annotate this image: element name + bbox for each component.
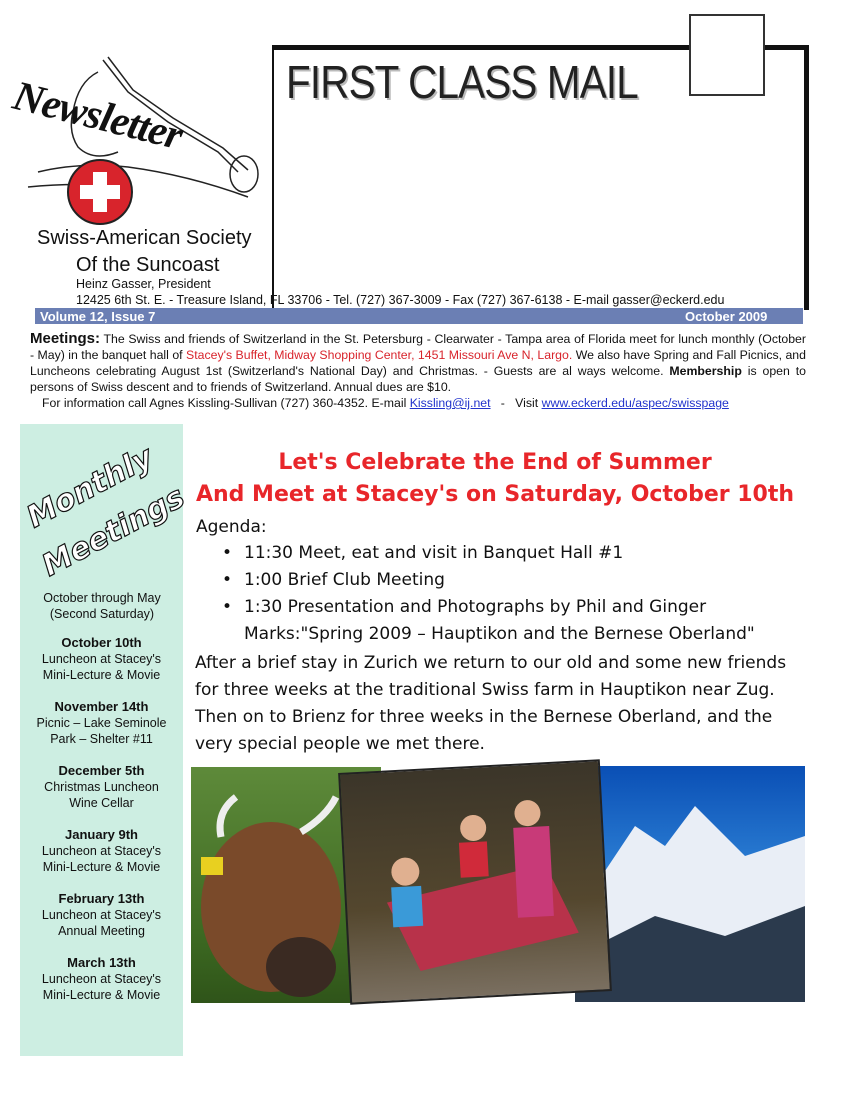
event-line: Wine Cellar (69, 796, 134, 810)
description-paragraph: After a brief stay in Zurich we return to our old and some new friends for three weeks at the traditional Swiss farm in Hauptikon near Zug. Then on to Brienz for three weeks in the Bernese Oberland, and the very special people we met there. (195, 653, 787, 754)
event-date: November 14th (54, 699, 149, 714)
people-dining-photo (338, 759, 612, 1004)
event-line: Luncheon at Stacey's (41, 652, 162, 666)
event-date: December 5th (58, 763, 145, 778)
bullet-icon: • (222, 543, 233, 563)
visit-text: - Visit (490, 396, 542, 410)
society-name-line1: Swiss-American Society (37, 227, 252, 249)
meetings-label: Meetings: (30, 330, 101, 347)
event-line: Mini-Lecture & Movie (42, 860, 161, 874)
event-line: Mini-Lecture & Movie (42, 668, 161, 682)
bullet-icon: • (222, 570, 233, 590)
event-line: Park – Shelter #11 (50, 732, 153, 746)
venue-text: Stacey's Buffet, Midway Shopping Center, 1451 Missouri Ave N, Largo. (186, 348, 573, 362)
society-name-line2: Of the Suncoast (76, 254, 220, 276)
event-line: Mini-Lecture & Movie (42, 988, 161, 1002)
agenda-item: 1:30 Presentation and Photographs by Phil and Ginger (244, 597, 707, 617)
membership-label: Membership (669, 364, 742, 378)
event-date: January 9th (65, 827, 138, 842)
membership-text: is open to persons of Swiss descent and to friends of Switzerland. Annual dues are $10. (30, 364, 806, 394)
event-november (20, 699, 183, 747)
event-line: Picnic – Lake Seminole (36, 716, 167, 730)
event-date: March 13th (67, 955, 136, 970)
info-text: For information call Agnes Kissling-Sullivan (727) 360-4352. E-mail (42, 396, 410, 410)
event-february (20, 891, 183, 939)
first-class-mail-label: FIRST CLASS MAIL (286, 56, 638, 108)
email-link[interactable]: Kissling@ij.net (409, 396, 491, 410)
address-line: 12425 6th St. E. - Treasure Island, FL 33706 - Tel. (727) 367-3009 - Fax (727) 367-6138 - E-mail gasser@eckerd.edu (76, 293, 725, 307)
meetings-text: The Swiss and friends of Switzerland in the St. Petersburg - Clearwater - Tampa area of Florida meet for lunch monthly (October - May) in the banquet hall of (30, 332, 806, 362)
event-date: February 13th (58, 891, 145, 906)
agenda-label: Agenda: (196, 517, 267, 537)
info-line (42, 396, 729, 410)
meetings-paragraph (30, 331, 806, 395)
event-march (20, 955, 183, 1003)
sidebar-subtitle: October through May (Second Saturday) (43, 591, 161, 621)
website-link[interactable]: www.eckerd.edu/aspec/swisspage (541, 396, 729, 410)
event-line: Annual Meeting (58, 924, 145, 938)
agenda-item: 11:30 Meet, eat and visit in Banquet Hall #1 (244, 543, 624, 563)
headline-1: Let's Celebrate the End of Summer (278, 450, 712, 475)
event-january (20, 827, 183, 875)
agenda-item-continued: Marks:"Spring 2009 – Hauptikon and the Bernese Oberland" (244, 624, 755, 644)
logo-wordmark: Newsletter (8, 72, 187, 160)
bullet-icon: • (222, 597, 233, 617)
event-line: Luncheon at Stacey's (41, 908, 162, 922)
president-line: Heinz Gasser, President (76, 277, 211, 291)
stamp-placeholder (689, 14, 765, 96)
event-line: Luncheon at Stacey's (41, 972, 162, 986)
issue-date: October 2009 (685, 309, 768, 324)
agenda-item: 1:00 Brief Club Meeting (244, 570, 445, 590)
volume-issue: Volume 12, Issue 7 (40, 309, 156, 324)
meetings-text-2: We also have Spring and Fall Picnics, and Luncheons celebrating August 1st (Switzerland's National Day) and Christmas. - Guests are al ways welcome. (30, 348, 806, 378)
sidebar-title: Monthly Meetings (21, 439, 191, 584)
event-october (20, 635, 183, 683)
event-line: Luncheon at Stacey's (41, 844, 162, 858)
event-december (20, 763, 183, 811)
event-date: October 10th (61, 635, 142, 650)
headline-2: And Meet at Stacey's on Saturday, October 10th (195, 482, 795, 507)
event-line: Christmas Luncheon (44, 780, 159, 794)
